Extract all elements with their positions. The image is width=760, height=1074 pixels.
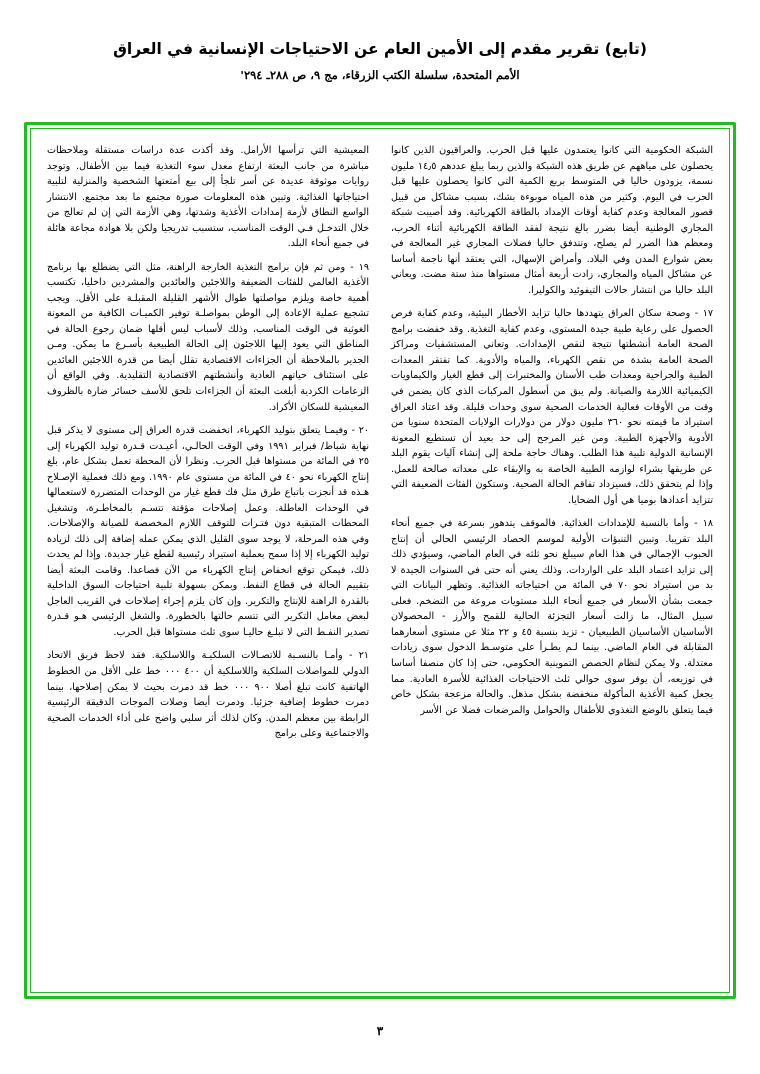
paragraph: ١٧ - وصحة سكان العراق يتهددها حاليا تزايد الأخطار البيئية، وعدم كفاية فرص الحصول على رعاية طبية جيدة المستوى، وعدم كفاية التغذية. وقد خفضت برامج الصحة العامة أنشطتها نتيجة لنقص الإمدادات. وتعاني المستشفيات ومراكز الصحة العامة بشدة من نقص الكهرباء، والمياه والأدوية. كما تفتقر المعدات الطبية والجراحية ومعدات طب الأسنان والمختبرات إلى قطع الغيار والكيماويات الكيميائية اللازمة والصيانة. ولم يبق من أسطول المركبات الذي كان يضمن في وقت من الأوقات فعالية الخدمات الصحية سوى وحدات قليلة. وقد اعتاد العراق استيراد ما قيمته نحو ٣٦٠ مليون دولار من دولارات الولايات المتحدة سنويا من الأدوية والأجهزة الطبية. ومن غير المرجح إلى حد بعيد أن تستطيع المعونة الإنسانية الدولية تلبية هذا الطلب. وهناك حاجة ملحة إلى إنشاء آليات يقوم البلد عن طريقها بشراء لوازمه الطبية الخاصة به والإبقاء على معداته صالحة للعمل. وإذا لم يتحقق ذلك، فسيزداد تفاقم الحالة الصحية. وستكون الفئات الضعيفة التي تتزايد أعدادها بوميا هي أول الضحايا. <box>391 308 713 506</box>
content-frame-inner <box>30 128 730 993</box>
page-title: (تابع) تقرير مقدم إلى الأمين العام عن الاحتياجات الإنسانية في العراق <box>113 40 647 58</box>
column-right <box>391 143 713 982</box>
paragraph: المعيشية التي ترأسها الأرامل. وقد أكدت عدة دراسات مستقلة وملاحظات مباشرة من جانب البعثة ارتفاع معدل سوء التغذية فيما بين الأطفال. وتوجد روايات موثوقة عديدة عن أسر تلجأ إلى بيع أمتعتها الشخصية والمنزلية لتلبية احتياجاتها الغذائية. وتبين هذه المعلومات صورة مجتمع ما بعد مجتمع. الانتشار الواسع النطاق لأزمة إمدادات الأغذية وشدتها، وهي الأزمة التي إن لم تعالج من خلال التدخـل فـي الوقت المناسب، ستسبب تدريجيا ولكن بلا هوادة مجاعة هائلة في جميع أنحاء البلد. <box>47 145 369 250</box>
text-columns <box>47 143 713 982</box>
paragraph: الشبكة الحكومية التي كانوا يعتمدون عليها قبل الحرب. والعراقيون الذين كانوا يحصلون على مياههم عن طريق هذه الشبكة والذين ربما يبلغ عددهم ١٤٫٥ مليون نسمة، يزودون حاليا في المتوسط بربع الكمية التي كانوا يحصلون عليها قبل الحرب في اليوم. وكثير من هذه المياه موبوءة بشك، بسبب مشاكل من قبيل قصور المعالجة وعدم كفاية أوقات الإمداد بالطاقة الكهربائية. وقد أصيبت شبكة المجاري الوطنية أيضا بضرر بالغ نتيجة لفقد الطاقة الكهربائية أثناء الحرب، ومعظم هذا الضرر لم يصلح، وتتدفق حاليا فضلات المجاري غير المعالجة في بعض شوارع المدن وفي البلاد. وأمراض الإسهال، التي يعتقد أنها ناجمة أساسا عن مشاكل المياه والمجاري، زادت أربعة أمثال مستواها منذ ستة مضت. ويعاني البلد حاليا من انتشار حالات التيفوئيد والكوليرا. <box>391 145 713 296</box>
content-frame <box>24 122 736 999</box>
page-subtitle: الأمم المتحدة، سلسلة الكتب الزرقاء، مج ٩، ص ٢٨٨ـ ٢٩٤' <box>240 68 520 83</box>
paragraph: ١٩ - ومن ثم فإن برامج التغذية الخارجة الراهنة، مثل التي يضطلع بها برنامج الأغذية العالمي للفئات الضعيفة واللاجئين والعائدين والمشردين داخليا، تكتسب أهمية خاصة ويلزم مواصلتها طوال الأشهر القليلة المقبلـة على الأقل. ويجب تشجيع عملية الإعادة إلى الوطن بمواصلـة توفير الكميـات الكافية من المعونة الغوثية في الوقت المناسب، وذلك لأسباب ليس أقلها ضمان رجوع الحالة في المناطق التي يعود إليها اللاجئون إلى الحالة الطبيعية بأسـرع ما يمكن. ومـن الجدير بالملاحظة أن الجزاءات الاقتصادية تقلل أيضا من قدرة اللاجئين العائدين على استئناف حياتهم العادية وأنشطتهم الاقتصادية التقليدية. وفي الواقع أن الزعامات الكردية أبلغت البعثة أن الجزاءات تلحق للأسف خسائر ضارة بالظروف المعيشية للسكان الأكراد. <box>47 261 369 413</box>
paragraph: ٢٠ - وفيمـا يتعلق بتوليد الكهرباء، انخفضت قدرة العراق إلى مستوى لا يذكر قبل نهاية شباط/ فبراير ١٩٩١ وفي الوقت الحالـي، أعيـدت قـدرة توليد الكهرباء إلى ٢٥ في المائة من مستواها قبل الحرب. ونظرا لأن المحطة تعمل بشكل عام، بلغ إنتاج الكهرباء نحو ٤٠ في المائة من مستوى عام ١٩٩٠. ومع ذلك فعملية الإصـلاح هـذه قد أنجزت باتباع طرق مثل فك قطع غيار من الوحدات المتضررة لاستعمالها في الوحدات العاطلة. وعمل إصلاحات مؤقتة تتسـم بالمخاطـرة، وتشغيل المحطات المتبقية دون فتـرات للتوقف اللازم المخصصة للصيانة والإصلاحات. وفي هذه المرحلة، لا يوجد سوى القليل الذي يمكن عمله إضافة إلى ذلك لزيادة توليد الكهرباء إلا إذا سمح بعملية استيراد رئيسية لقطع غيار جديدة. وإذا لم يحدث ذلك، فيمكن توقع انخفاض إنتاج الكهرباء من الآن فصاعدا. وقامت البعثة أيضا بتقييم الحالة في قطاع النفط. وبمكن بسهولة تلبية احتياجات السوق الداخلية بالقدرة الراهنة للإنتاج والتكرير. وإن كان يلزم إجراء إصلاحات في القريب العاجل لبعض معامل التكرير التي تتسم حالتها بالخطورة. والشغل الرئيسي هـو قـدرة تصدير النفـط التي لا تبلـغ حاليـا سوى ثلث مستواها قبل الحرب. <box>47 425 370 638</box>
paragraph: ٢١ - وأمـا بالنسـبة للاتصـالات السلكيـة واللاسلكية. فقد لاحظ فريق الاتحاد الدولي للمواصلات السلكية واللاسلكية أن ٤٠٠ ٠٠٠ خط على الأقل من الخطوط الهاتفية كانت تبلغ أصلا ٩٠٠ ٠٠٠ خط قد دمرت بحيث لا يمكن إصلاحها، بينما دمرت خطوط إضافية جزئيا. ودمرت أيضا وصلات الموجات الدقيقة الرئيسية الرابطة بين معظم المدن. وكان لذلك أثر سلبي واضح على أداء الخدمات الصحية والاجتماعية وعلى برامج <box>47 650 369 740</box>
paragraph: ١٨ - وأما بالنسبة للإمدادات الغذائية. فالموقف يتدهور بسرعة في جميع أنحاء البلد تقريبا. وتبين التنبؤات الأولية لموسم الحصاد الرئيسي الحالي أن إنتاج الحبوب الإجمالي في هذا العام سيبلغ نحو ثلثه في العام الماضي، وسيؤدي ذلك إلى تزايد اعتماد البلد على الواردات. وذلك يعني أنه حتى في السنوات الجيدة لا بد من استيراد نحو ٧٠ في المائة من احتياجاته الغذائية. وتظهر البيانات التي جمعت بشأن الأسعار في جميع أنحاء البلد مستويات مروعة من التضخم. فعلى سبيل المثال، ما زالت أسعار التجزئة الحالية للقمح والأرز - المحصولان الأساسيان الأساسيان الطبيعيان - تزيد بنسبة ٤٥ و ٢٢ مثلا عن مستوى أسعارهما المقابلة في العام الماضي. بينما لـم يطـرأ على متوسـط الدخول سوى زيادات معتدلة. ولا يمكن لنظام الحصص التموينية الحكومي، حتى إذا كان منصفا أساسا في توزيعه، أن يوفر سوى حوالي ثلث الاحتياجات الغذائية للأسرة العادية. مما يجعل كمية الأغذية المأكولة منخفضة بشكل مذهل. والحالة مزعجة بشكل خاص فيما يتعلق بالوضع التغذوي للأطفال والحوامل والمرضعات فضلا عن الأسر <box>391 518 714 716</box>
page-header <box>0 0 760 82</box>
page-number: ٣ <box>376 1024 384 1038</box>
column-left <box>47 143 369 982</box>
